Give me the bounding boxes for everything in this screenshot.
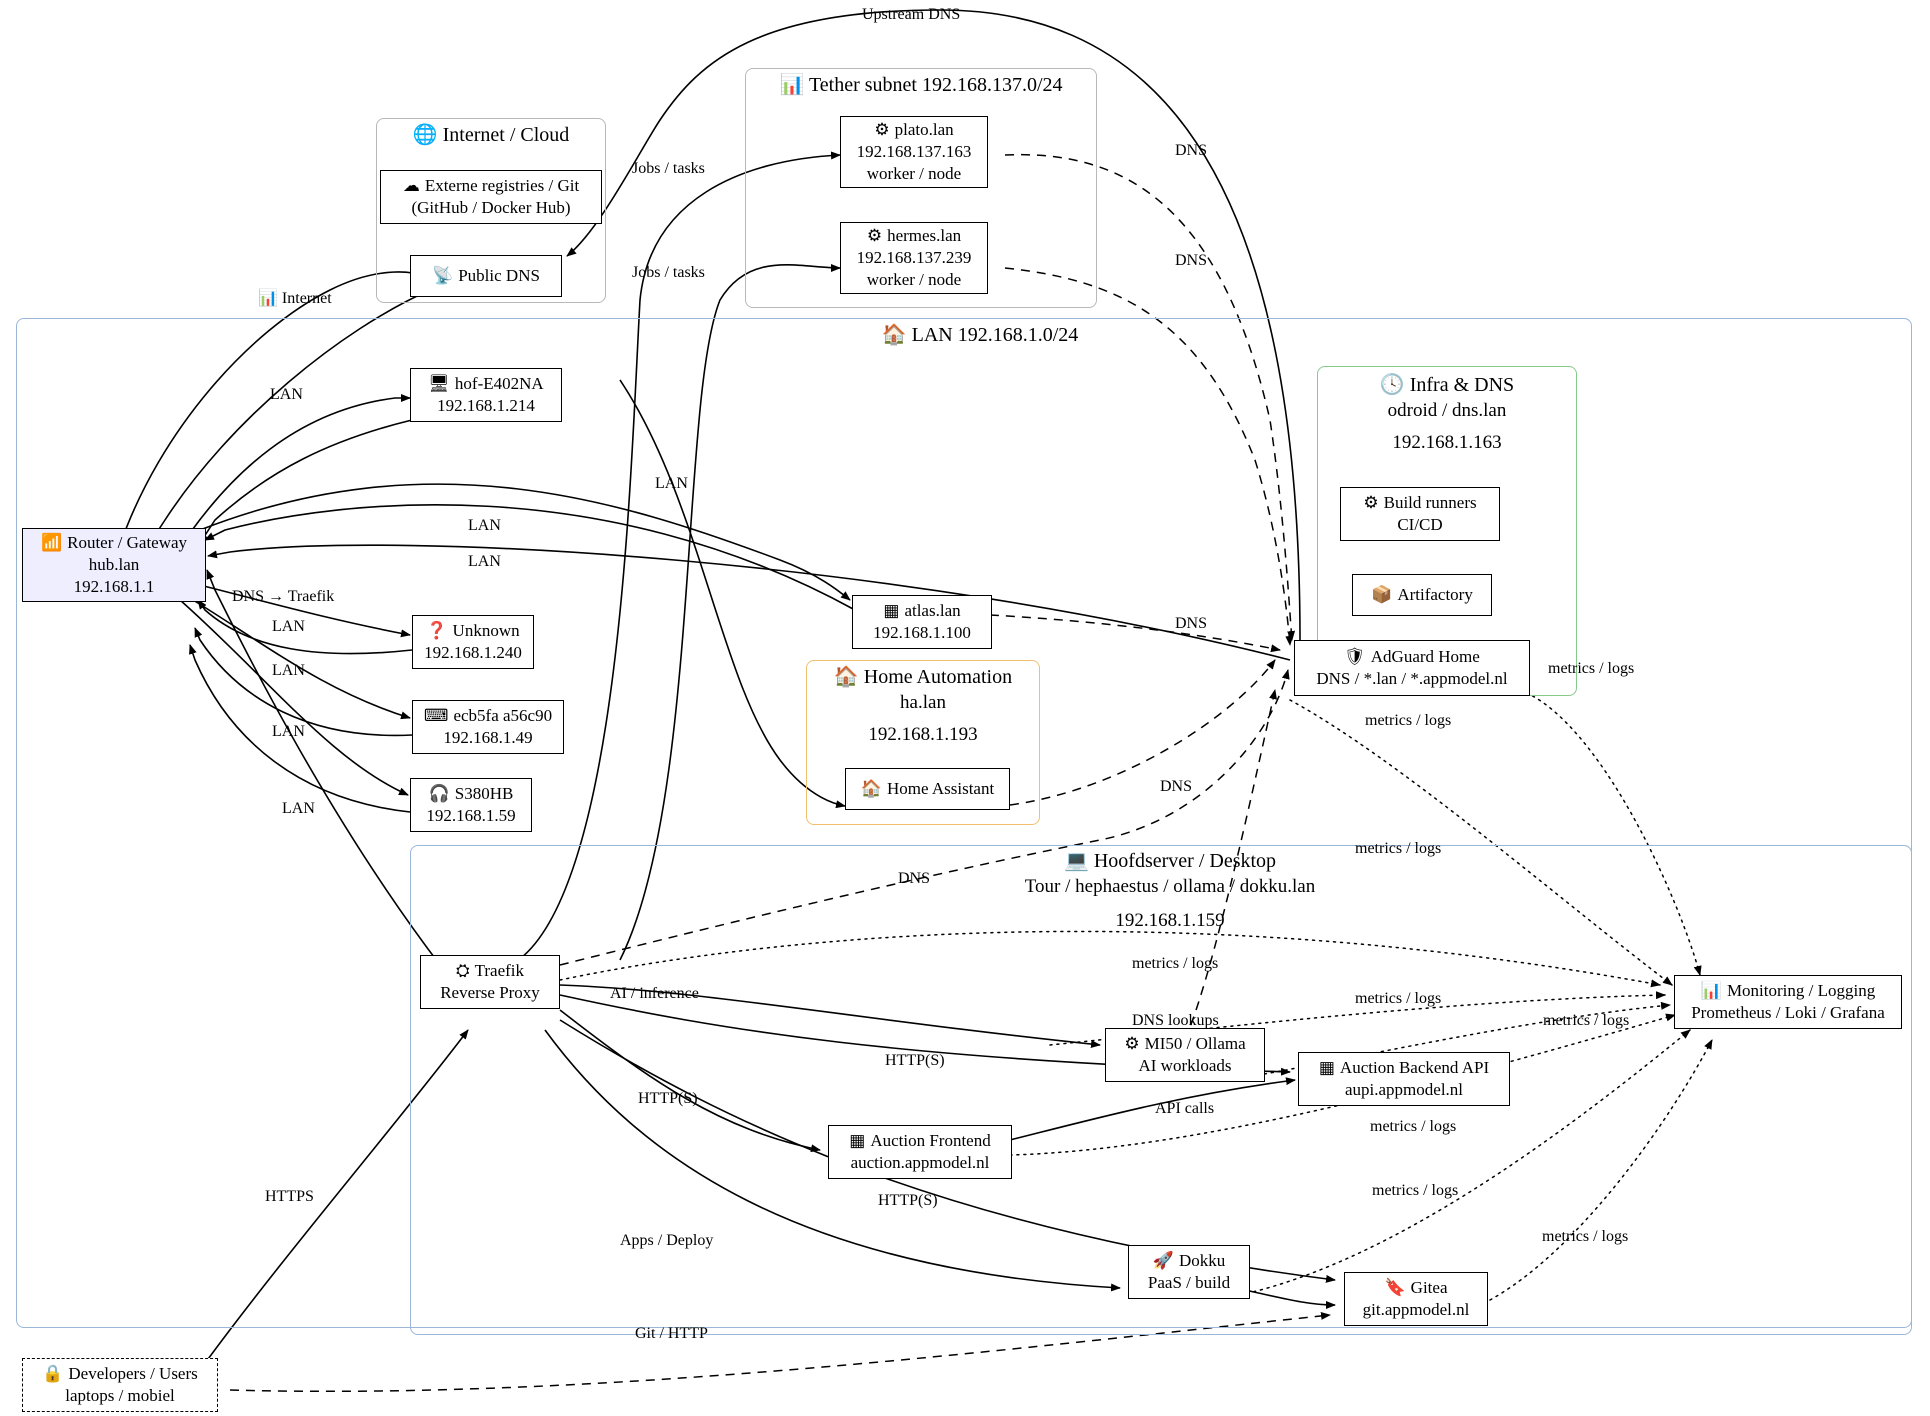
edge-label-lan-3: LAN bbox=[468, 517, 501, 534]
edge-label-upstream-dns: Upstream DNS bbox=[862, 6, 961, 23]
node-auction-frontend[interactable]: ▦ Auction Frontend auction.appmodel.nl bbox=[828, 1125, 1012, 1179]
node-dokku[interactable]: 🚀 Dokku PaaS / build bbox=[1128, 1245, 1250, 1299]
cluster-hoofdserver-sub2: 192.168.1.159 bbox=[1115, 910, 1225, 931]
node-external-registries[interactable]: ☁ Externe registries / Git (GitHub / Docker Hub) bbox=[380, 170, 602, 224]
house-icon: 🏠 bbox=[833, 666, 859, 688]
node-icon: ⚙ bbox=[866, 226, 883, 246]
edge-label-dns-atlas: DNS bbox=[1175, 615, 1208, 632]
cluster-home-automation-sub2: 192.168.1.193 bbox=[868, 724, 978, 745]
node-gitea[interactable]: 🔖 Gitea git.appmodel.nl bbox=[1344, 1272, 1488, 1326]
node-hermes[interactable]: ⚙ hermes.lan 192.168.137.239 worker / node bbox=[840, 222, 988, 294]
edge-label-metrics-5: metrics / logs bbox=[1355, 990, 1442, 1007]
edge-label-ai-inference: AI / inference bbox=[610, 985, 699, 1002]
signal-icon: 📊 bbox=[779, 74, 805, 96]
node-s380hb[interactable]: 🎧 S380HB 192.168.1.59 bbox=[410, 778, 532, 832]
edge-label-dns-traefik2: DNS bbox=[898, 870, 931, 887]
edge-label-apps-deploy: Apps / Deploy bbox=[620, 1232, 714, 1249]
edge-label-metrics-1: metrics / logs bbox=[1548, 660, 1635, 677]
edge-label-jobs-tasks-2: Jobs / tasks bbox=[632, 264, 705, 281]
cluster-hoofdserver-title: 💻 Hoofdserver / Desktop bbox=[1063, 850, 1277, 872]
headphones-icon: 🎧 bbox=[428, 784, 450, 804]
rocket-icon: 🚀 bbox=[1152, 1251, 1174, 1271]
node-build-runners[interactable]: ⚙ Build runners CI/CD bbox=[1340, 487, 1500, 541]
clock-icon: 🕓 bbox=[1379, 374, 1405, 396]
node-unknown[interactable]: ❓ Unknown 192.168.1.240 bbox=[412, 615, 534, 669]
cluster-infra-sub2: 192.168.1.163 bbox=[1392, 432, 1502, 453]
keyboard-icon: ⌨ bbox=[423, 706, 449, 726]
edge-label-lan-7: LAN bbox=[272, 723, 305, 740]
edge-label-dns-plato: DNS bbox=[1175, 142, 1208, 159]
node-icon: ⚙ bbox=[874, 120, 890, 140]
edge-label-metrics-8: metrics / logs bbox=[1372, 1182, 1459, 1199]
cluster-home-automation-sub: ha.lan bbox=[900, 692, 946, 713]
edge-label-lan-1: LAN bbox=[270, 386, 303, 403]
grid-icon: ▦ bbox=[849, 1131, 866, 1151]
question-icon: ❓ bbox=[426, 621, 448, 641]
edge-label-metrics-6: metrics / logs bbox=[1543, 1012, 1630, 1029]
node-home-assistant[interactable]: 🏠 Home Assistant bbox=[845, 768, 1010, 810]
gear-icon: ⚙ bbox=[1363, 493, 1379, 513]
globe-icon: 🌐 bbox=[412, 124, 438, 146]
edge-label-metrics-3: metrics / logs bbox=[1355, 840, 1442, 857]
edge-label-lan-8: LAN bbox=[282, 800, 315, 817]
box-icon: 📦 bbox=[1371, 585, 1393, 605]
shield-icon: 🛡 bbox=[1344, 647, 1366, 667]
cluster-internet-title: 🌐 Internet / Cloud bbox=[412, 124, 570, 146]
node-traefik[interactable]: ⛭ Traefik Reverse Proxy bbox=[420, 955, 560, 1009]
lock-icon: 🔒 bbox=[42, 1364, 64, 1384]
edge-label-metrics-4: metrics / logs bbox=[1132, 955, 1219, 972]
edge-label-dns-hermes: DNS bbox=[1175, 252, 1208, 269]
edge-label-lan-4: LAN bbox=[468, 553, 501, 570]
edge-label-https-2: HTTP(S) bbox=[638, 1090, 698, 1107]
dns-icon: 📡 bbox=[432, 266, 454, 286]
chart-icon: 📊 bbox=[1700, 981, 1722, 1001]
cluster-home-automation-title: 🏠 Home Automation bbox=[833, 666, 1013, 688]
node-adguard-home[interactable]: 🛡 AdGuard Home DNS / *.lan / *.appmodel.nl bbox=[1294, 640, 1530, 696]
grid-icon: ▦ bbox=[1318, 1058, 1335, 1078]
chip-icon: ⚙ bbox=[1124, 1034, 1140, 1054]
cluster-hoofdserver-sub: Tour / hephaestus / ollama / dokku.lan bbox=[1024, 876, 1316, 897]
edge-label-metrics-7: metrics / logs bbox=[1370, 1118, 1457, 1135]
proxy-icon: ⛭ bbox=[455, 961, 470, 981]
edge-label-lan-2: LAN bbox=[655, 475, 688, 492]
desktop-icon: 💻 bbox=[1063, 850, 1089, 872]
node-monitoring-logging[interactable]: 📊 Monitoring / Logging Prometheus / Loki / Grafana bbox=[1674, 975, 1902, 1029]
node-auction-backend-api[interactable]: ▦ Auction Backend API aupi.appmodel.nl bbox=[1298, 1052, 1510, 1106]
node-router-gateway[interactable]: 📶 Router / Gateway hub.lan 192.168.1.1 bbox=[22, 528, 206, 602]
node-mi50-ollama[interactable]: ⚙ MI50 / Ollama AI workloads bbox=[1105, 1028, 1265, 1082]
node-plato[interactable]: ⚙ plato.lan 192.168.137.163 worker / node bbox=[840, 116, 988, 188]
grid-icon: ▦ bbox=[883, 601, 900, 621]
edge-label-metrics-2: metrics / logs bbox=[1365, 712, 1452, 729]
edge-label-https-dev: HTTPS bbox=[265, 1188, 314, 1205]
edge-label-dns-lookups: DNS lookups bbox=[1132, 1012, 1219, 1029]
edge-label-https-3: HTTP(S) bbox=[878, 1192, 938, 1209]
edge-label-internet: 📊 Internet bbox=[258, 290, 332, 307]
node-ecb5faa56c90[interactable]: ⌨ ecb5fa a56c90 192.168.1.49 bbox=[412, 700, 564, 754]
edge-label-api-calls: API calls bbox=[1155, 1100, 1215, 1117]
edge-label-dns-ha: DNS bbox=[1160, 778, 1193, 795]
cloud-icon: ☁ bbox=[402, 176, 420, 196]
device-icon: 🖥 bbox=[428, 374, 450, 394]
cluster-tether-title: 📊 Tether subnet 192.168.137.0/24 bbox=[779, 74, 1063, 96]
wifi-icon: 📶 bbox=[40, 533, 63, 553]
git-icon: 🔖 bbox=[1384, 1278, 1406, 1298]
cluster-infra-sub: odroid / dns.lan bbox=[1387, 400, 1507, 421]
edge-label-jobs-tasks-1: Jobs / tasks bbox=[632, 160, 705, 177]
edge-label-https-1: HTTP(S) bbox=[885, 1052, 945, 1069]
edge-label-git-http: Git / HTTP bbox=[635, 1325, 708, 1342]
signal-icon: 📊 bbox=[258, 290, 278, 307]
edge-label-metrics-9: metrics / logs bbox=[1542, 1228, 1629, 1245]
house-icon: 🏠 bbox=[881, 324, 907, 346]
edge-label-lan-6: LAN bbox=[272, 662, 305, 679]
node-developers-users[interactable]: 🔒 Developers / Users laptops / mobiel bbox=[22, 1358, 218, 1412]
cluster-lan-title: 🏠 LAN 192.168.1.0/24 bbox=[881, 324, 1079, 346]
node-atlas[interactable]: ▦ atlas.lan 192.168.1.100 bbox=[852, 595, 992, 649]
edge-label-lan-5: LAN bbox=[272, 618, 305, 635]
node-hof-e402na[interactable]: 🖥 hof-E402NA 192.168.1.214 bbox=[410, 368, 562, 422]
node-artifactory[interactable]: 📦 Artifactory bbox=[1352, 574, 1492, 616]
edge-label-dns-traefik: DNS → Traefik bbox=[232, 588, 335, 605]
house-icon: 🏠 bbox=[860, 779, 882, 799]
cluster-infra-title: 🕓 Infra & DNS bbox=[1379, 374, 1515, 396]
node-public-dns[interactable]: 📡 Public DNS bbox=[410, 255, 562, 297]
